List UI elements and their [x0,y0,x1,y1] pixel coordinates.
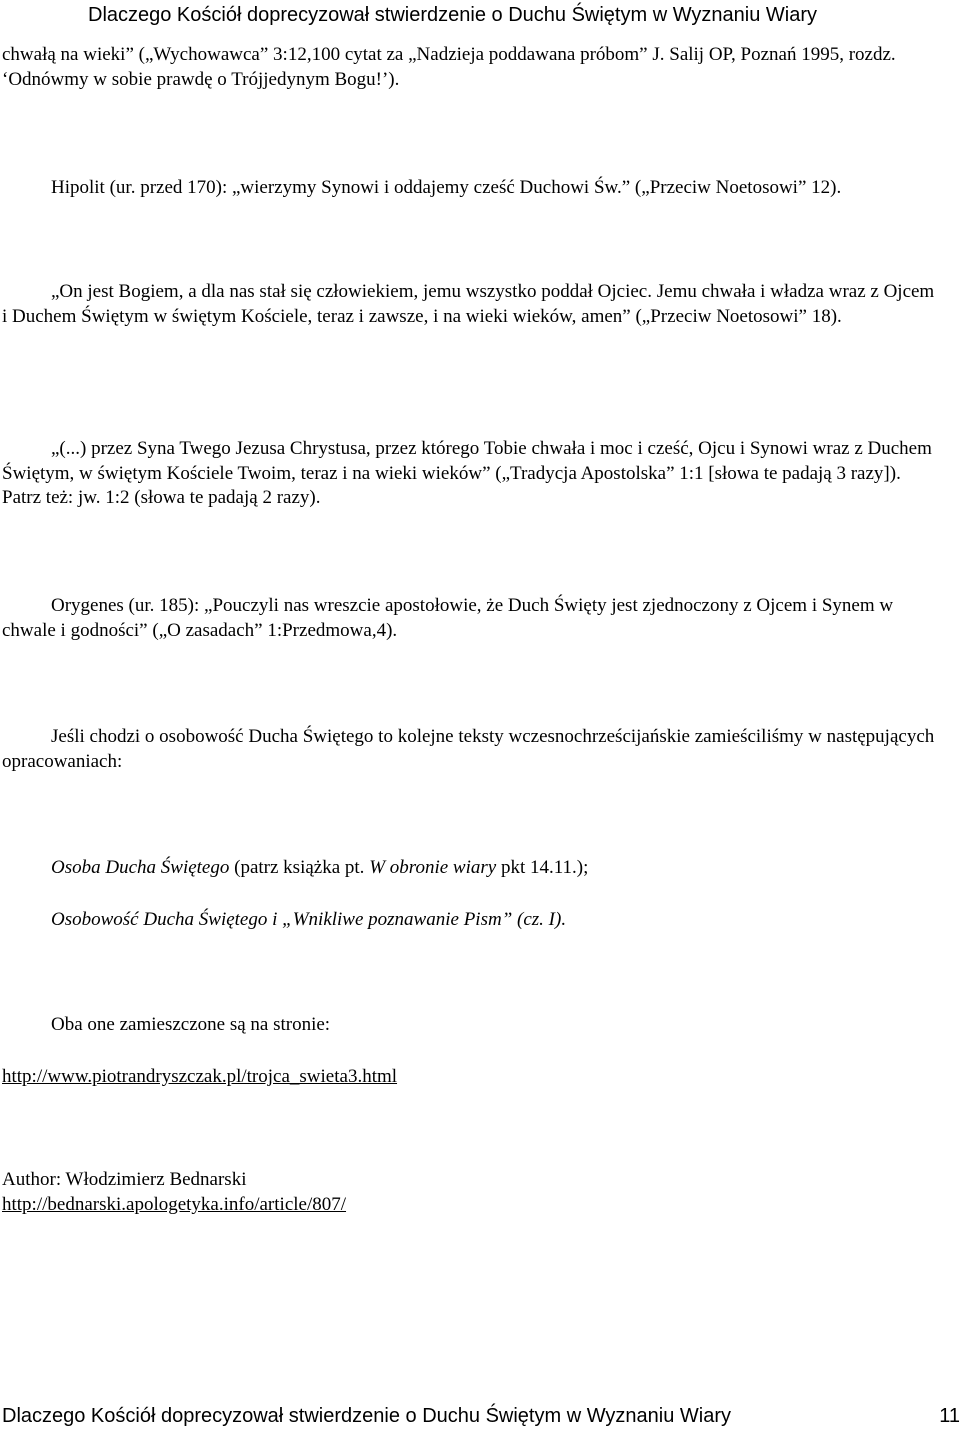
link-article-text[interactable]: http://bednarski.apologetyka.info/article/807/ [2,1194,347,1215]
book-title: W obronie wiary [369,857,497,878]
reference-osobowosc [2,908,942,933]
reference-text-end: pkt 14.11.); [496,857,589,878]
paragraph-strona: Oba one zamieszczone są na stronie: [51,1014,331,1035]
reference-title-2: Osobowość Ducha Świętego i „Wnikliwe poznawanie Pism” (cz. I). [51,909,567,930]
link-article[interactable] [2,1193,942,1218]
paragraph-hipolit: Hipolit (ur. przed 170): „wierzymy Synowi i oddajemy cześć Duchowi Św.” („Przeciw Noetosowi” 12). [51,177,842,198]
page-number: 11 [939,1405,960,1427]
paragraph-tradycja: „(...) przez Syna Twego Jezusa Chrystusa, przez którego Tobie chwała i moc i cześć, Ojcu i Synowi wraz z Duchem Świętym, w świętym Kościele Twoim, teraz i na wieki wieków” („Tradycja Apostolska” 1:1 [słowa te padają 3 razy]). Patrz też: jw. 1:2 (słowa te padają 2 razy). [2,438,932,508]
page-footer [2,1403,960,1429]
reference-text: (patrz książka pt. [229,857,370,878]
paragraph-osobowosc: Jeśli chodzi o osobowość Ducha Świętego to kolejne teksty wczesnochrześcijańskie zamieściliśmy w następujących opracowaniach: [2,726,935,772]
reference-title: Osoba Ducha Świętego [51,857,230,878]
author-line: Author: Włodzimierz Bednarski [2,1169,247,1190]
reference-osoba-ducha [2,856,942,881]
link-trojca[interactable] [2,1065,942,1090]
paragraph-quote-noetos: „On jest Bogiem, a dla nas stał się człowiekiem, jemu wszystko poddał Ojciec. Jemu chwała i władza wraz z Ojcem i Duchem Świętym w świętym Kościele, teraz i zawsze, i na wieki wieków, amen” („Przeciw Noetosowi” 18). [2,281,935,327]
running-header: Dlaczego Kościół doprecyzował stwierdzenie o Duchu Świętym w Wyznaniu Wiary [88,4,817,26]
paragraph-continuation: chwałą na wieki” („Wychowawca” 3:12,100 cytat za „Nadzieja poddawana próbom” J. Salij OP, Poznań 1995, rozdz. ‘Odnówmy w sobie prawdę o Trójjedynym Bogu!’). [2,44,896,90]
footer-title: Dlaczego Kościół doprecyzował stwierdzenie o Duchu Świętym w Wyznaniu Wiary [2,1405,731,1427]
link-trojca-text[interactable]: http://www.piotrandryszczak.pl/trojca_swieta3.html [2,1066,398,1087]
paragraph-orygenes: Orygenes (ur. 185): „Pouczyli nas wreszcie apostołowie, że Duch Święty jest zjednoczony z Ojcem i Synem w chwale i godności” („O zasadach” 1:Przedmowa,4). [2,595,894,641]
